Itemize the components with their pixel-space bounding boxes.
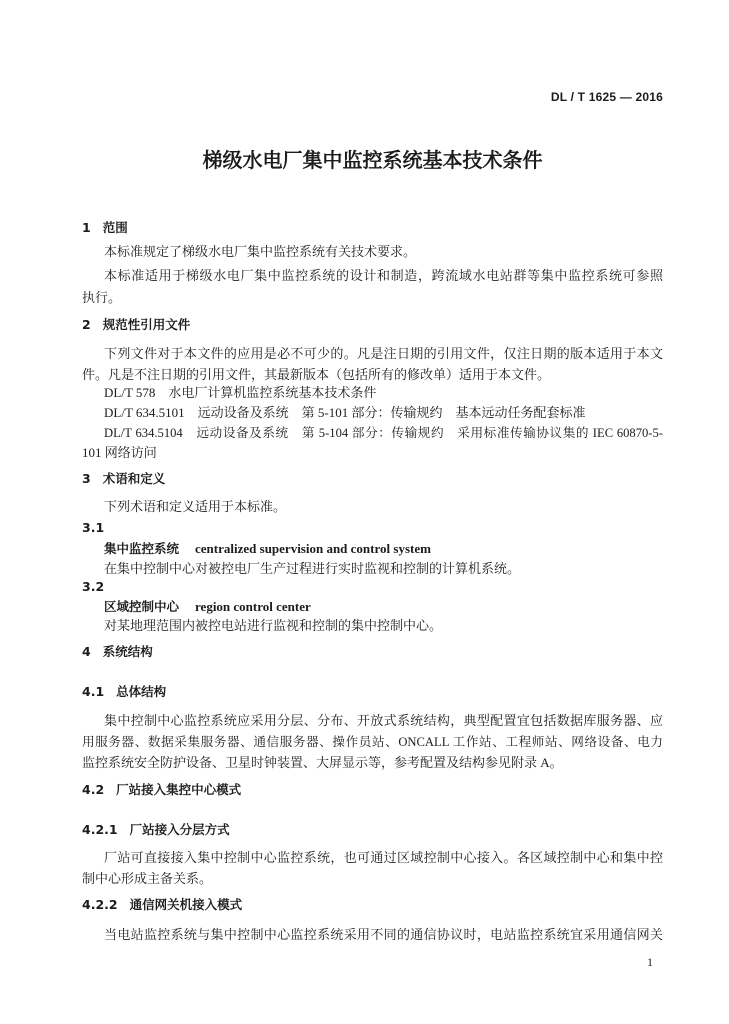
page-number: 1 — [647, 955, 653, 969]
term-english: region control center — [195, 599, 311, 614]
paragraph-line: 监控系统安全防护设备、卫星时钟装置、大屏显示等，参考配置及结构参见附录 A。 — [82, 755, 563, 770]
paragraph-line: 厂站可直接接入集中控制中心监控系统，也可通过区域控制中心接入。各区域控制中心和集中控 — [104, 850, 663, 865]
subsubsection-title: 厂站接入分层方式 — [129, 822, 230, 837]
term-chinese: 集中监控系统 — [104, 541, 180, 556]
subsubsection-heading — [82, 896, 242, 914]
paragraph-line: 下列文件对于本文件的应用是必不可少的。凡是注日期的引用文件，仅注日期的版本适用于本文 — [104, 346, 663, 361]
paragraph-line: 本标准规定了梯级水电厂集中监控系统有关技术要求。 — [104, 244, 417, 259]
clause-number: 3.1 — [82, 520, 105, 535]
term-entry — [104, 540, 663, 558]
clause-number: 3.2 — [82, 579, 105, 594]
subsubsection-number: 4.2.1 — [82, 822, 118, 837]
section-heading — [82, 470, 165, 488]
reference-entry-continued: 101 网络访问 — [82, 445, 157, 460]
term-definition: 在集中控制中心对被控电厂生产过程进行实时监视和控制的计算机系统。 — [104, 561, 521, 576]
section-number: 3 — [82, 471, 91, 486]
section-title: 系统结构 — [102, 644, 153, 659]
subsection-number: 4.2 — [82, 782, 105, 797]
subsubsection-heading — [82, 821, 230, 839]
term-english: centralized supervision and control system — [195, 541, 431, 556]
paragraph-line: 用服务器、数据采集服务器、通信服务器、操作员站、ONCALL 工作站、工程师站、网络设备、电力 — [82, 735, 663, 749]
document-title: 梯级水电厂集中监控系统基本技术条件 — [202, 148, 543, 172]
subsubsection-title: 通信网关机接入模式 — [129, 897, 243, 912]
term-chinese: 区域控制中心 — [104, 599, 180, 614]
paragraph-line: 执行。 — [82, 290, 122, 305]
subsection-title: 厂站接入集控中心模式 — [116, 782, 242, 797]
paragraph-line: 件。凡是不注日期的引用文件，其最新版本（包括所有的修改单）适用于本文件。 — [82, 367, 551, 382]
section-number: 1 — [82, 220, 91, 235]
section-title: 范围 — [102, 220, 128, 235]
section-number: 2 — [82, 317, 91, 332]
term-entry — [104, 598, 663, 616]
paragraph-line: 下列术语和定义适用于本标准。 — [104, 499, 287, 514]
reference-entry: DL/T 578 水电厂计算机监控系统基本技术条件 — [104, 385, 377, 400]
reference-entry: DL/T 634.5104 远动设备及系统 第 5-104 部分：传输规约 采用标准传输协议集的 IEC 60870-5- — [104, 426, 663, 440]
subsection-heading — [82, 683, 166, 701]
section-title: 规范性引用文件 — [102, 317, 191, 332]
term-definition: 对某地理范围内被控电站进行监视和控制的集中控制中心。 — [104, 618, 443, 633]
paragraph-line: 集中控制中心监控系统应采用分层、分布、开放式系统结构，典型配置宜包括数据库服务器、应 — [104, 713, 663, 728]
paragraph-line: 当电站监控系统与集中控制中心监控系统采用不同的通信协议时，电站监控系统宜采用通信网关 — [104, 927, 663, 942]
subsection-title: 总体结构 — [116, 684, 167, 699]
section-title: 术语和定义 — [102, 471, 166, 486]
subsection-heading — [82, 781, 241, 799]
section-number: 4 — [82, 644, 91, 659]
section-heading — [82, 316, 190, 334]
standard-code: DL / T 1625 — 2016 — [550, 90, 663, 104]
paragraph-line: 本标准适用于梯级水电厂集中监控系统的设计和制造，跨流域水电站群等集中监控系统可参照 — [104, 268, 663, 283]
section-heading — [82, 219, 128, 237]
subsection-number: 4.1 — [82, 684, 105, 699]
reference-entry: DL/T 634.5101 远动设备及系统 第 5-101 部分：传输规约 基本远动任务配套标准 — [104, 405, 586, 420]
paragraph-line: 制中心形成主备关系。 — [82, 871, 213, 886]
section-heading — [82, 643, 153, 661]
subsubsection-number: 4.2.2 — [82, 897, 118, 912]
